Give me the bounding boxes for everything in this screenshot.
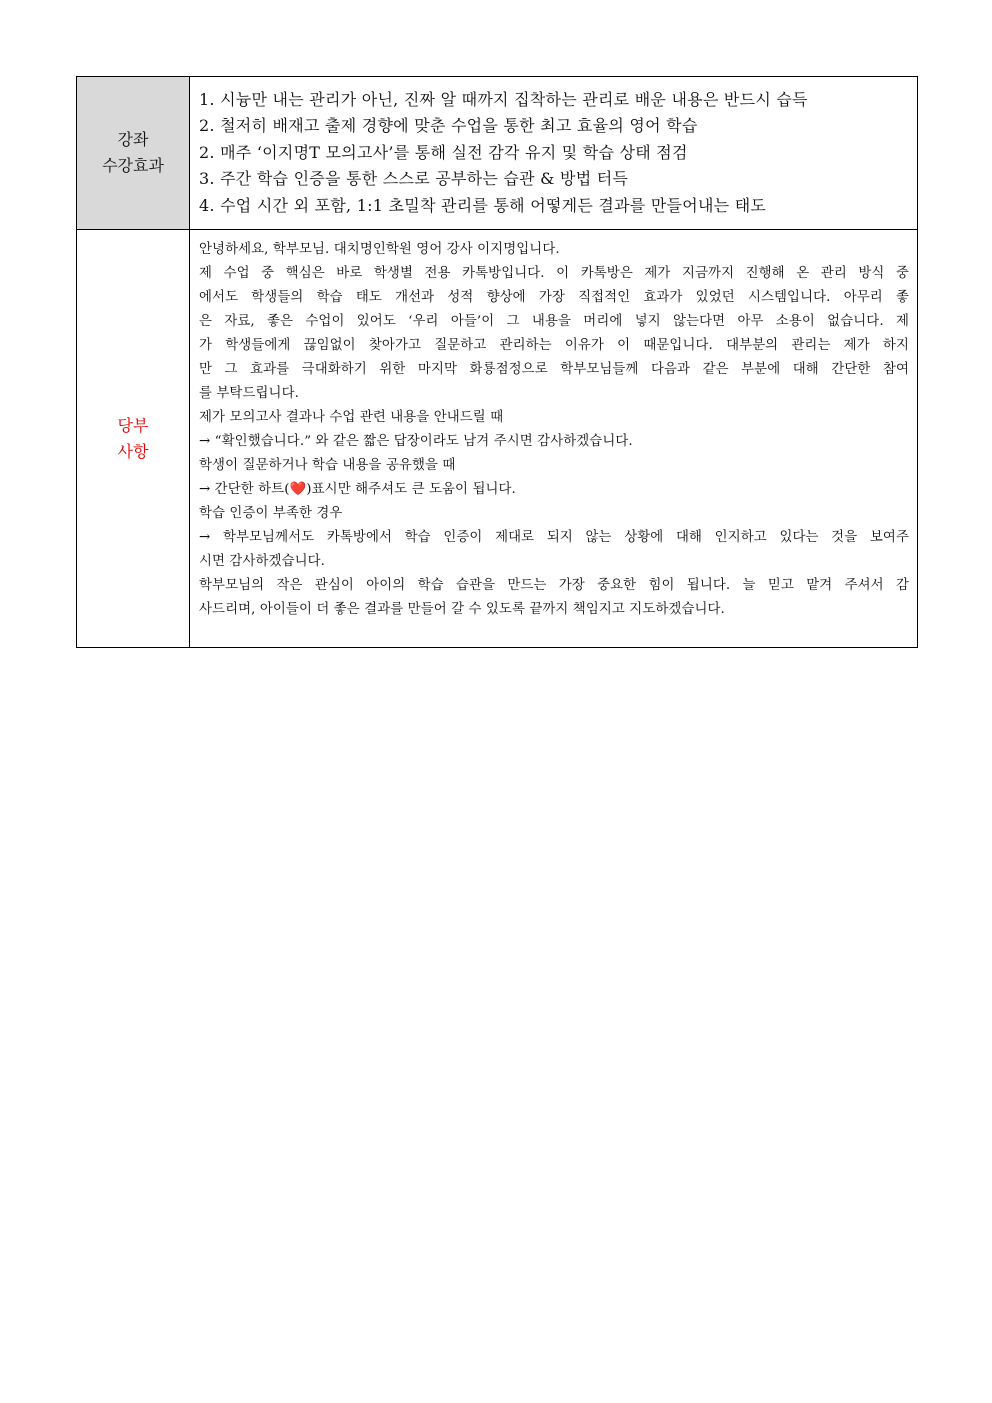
effects-list xyxy=(199,87,911,220)
notes-line: 를 부탁드립니다. xyxy=(199,386,299,401)
notes-line: 시면 감사하겠습니다. xyxy=(199,554,326,569)
notes-label-line-2: 사항 xyxy=(117,441,149,461)
effects-item: 3. 주간 학습 인증을 통한 스스로 공부하는 습관 & 방법 터득 xyxy=(199,169,629,189)
effects-label-cell xyxy=(77,77,190,230)
notes-line: 사드리며, 아이들이 더 좋은 결과를 만들어 갈 수 있도록 끝까지 책임지고 지도하겠습니다. xyxy=(199,602,725,617)
effects-label-line-2: 수강효과 xyxy=(102,156,164,175)
effects-item: 1. 시늉만 내는 관리가 아닌, 진짜 알 때까지 집착하는 관리로 배운 내용은 반드시 습득 xyxy=(199,89,808,109)
effects-item: 4. 수업 시간 외 포함, 1:1 초밀착 관리를 통해 어떻게든 결과를 만들어내는 태도 xyxy=(199,195,767,215)
notes-line: 가 학생들에게 끊임없이 찾아가고 질문하고 관리하는 이유가 이 때문입니다. 대부분의 관리는 제가 하지 xyxy=(199,338,909,353)
notes-line: 제 수업 중 핵심은 바로 학생별 전용 카톡방입니다. 이 카톡방은 제가 지금까지 진행해 온 관리 방식 중 xyxy=(199,266,909,281)
effects-item: 2. 매주 ‘이지명T 모의고사’를 통해 실전 감각 유지 및 학습 상태 점검 xyxy=(199,142,688,162)
notes-line: 만 그 효과를 극대화하기 위한 마지막 화룡점정으로 학부모님들께 다음과 같은 부분에 대해 간단한 참여 xyxy=(199,362,909,377)
notes-line: 학생이 질문하거나 학습 내용을 공유했을 때 xyxy=(199,458,456,473)
notes-line: → 학부모님께서도 카톡방에서 학습 인증이 제대로 되지 않는 상황에 대해 인지하고 있다는 것을 보여주 xyxy=(199,530,909,545)
effects-label-line-1: 강좌 xyxy=(117,130,149,149)
notes-line: 제가 모의고사 결과나 수업 관련 내용을 안내드릴 때 xyxy=(199,410,504,425)
notes-line: → “확인했습니다.” 와 같은 짧은 답장이라도 남겨 주시면 감사하겠습니다. xyxy=(199,434,633,449)
notes-line: 안녕하세요, 학부모님. 대치명인학원 영어 강사 이지명입니다. xyxy=(199,242,560,257)
notes-row xyxy=(77,230,918,648)
info-table xyxy=(76,76,918,648)
notes-line: 에서도 학생들의 학습 태도 개선과 성적 향상에 가장 직접적인 효과가 있었던 시스템입니다. 아무리 좋 xyxy=(199,290,909,305)
notes-line: 학습 인증이 부족한 경우 xyxy=(199,506,343,521)
effects-row xyxy=(77,77,918,230)
effects-content-cell xyxy=(190,77,918,230)
notes-line: 학부모님의 작은 관심이 아이의 학습 습관을 만드는 가장 중요한 힘이 됩니다. 늘 믿고 맡겨 주셔서 감 xyxy=(199,578,909,593)
notes-line: → 간단한 하트(❤️)표시만 해주셔도 큰 도움이 됩니다. xyxy=(199,482,516,497)
notes-content-cell xyxy=(190,230,918,648)
notes-label-line-1: 당부 xyxy=(117,415,149,435)
notes-line: 은 자료, 좋은 수업이 있어도 ‘우리 아들’이 그 내용을 머리에 넣지 않는다면 아무 소용이 없습니다. 제 xyxy=(199,314,909,329)
notes-label-cell xyxy=(77,230,190,648)
effects-item: 2. 철저히 배재고 출제 경향에 맞춘 수업을 통한 최고 효율의 영어 학습 xyxy=(199,116,698,136)
